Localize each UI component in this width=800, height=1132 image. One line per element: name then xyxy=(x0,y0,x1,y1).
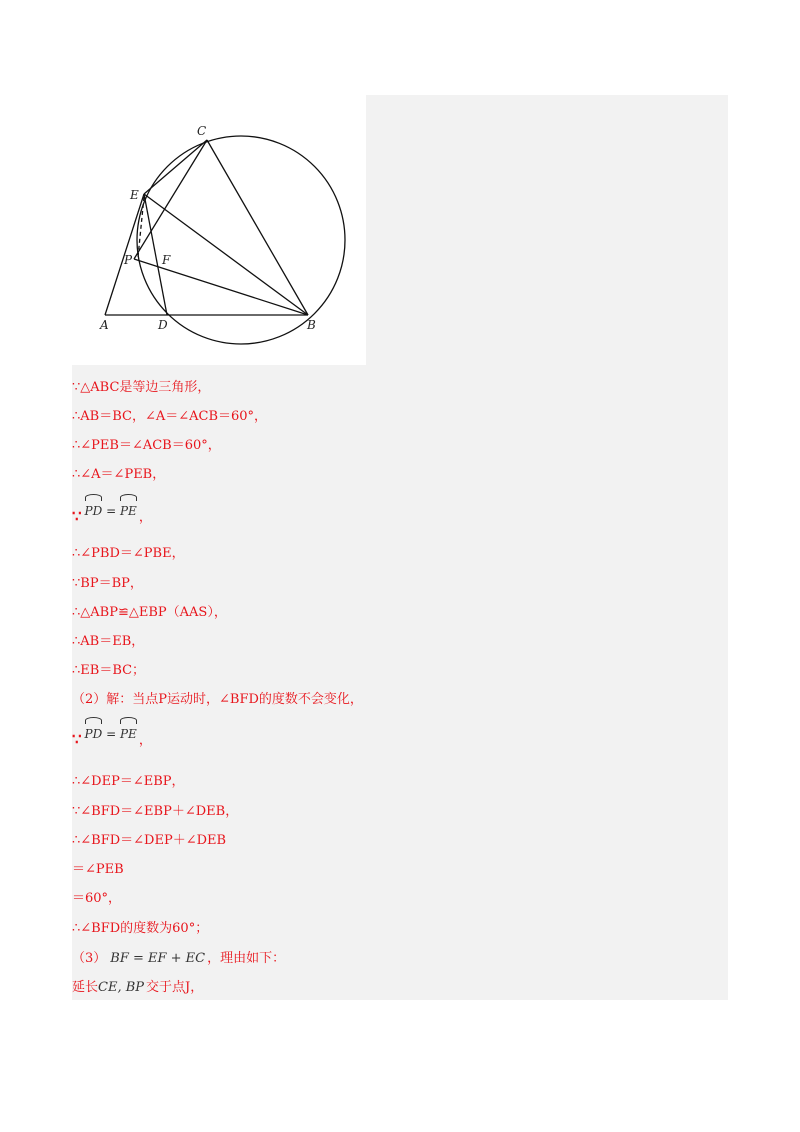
equals-sign: = xyxy=(106,504,117,518)
solution-line-arc-equation xyxy=(72,723,152,749)
solution-line: ∴△ABP≌△EBP（AAS）， xyxy=(72,605,227,620)
arc-pe: PE xyxy=(120,717,137,747)
because-symbol: ∵ xyxy=(72,507,81,525)
solution-line: ∵△ABC是等边三角形， xyxy=(72,380,211,395)
segment-ec xyxy=(144,140,207,194)
formula-ce-bp: CE, BP xyxy=(98,980,145,995)
because-symbol: ∵ xyxy=(72,730,81,748)
arc-pd: PD xyxy=(85,717,103,747)
solution-line: ∵BP＝BP， xyxy=(72,576,143,591)
solution-line-arc-equation xyxy=(72,500,152,526)
segment-cb xyxy=(207,140,308,315)
label-b: B xyxy=(307,318,316,332)
solution-line: ＝60°， xyxy=(72,891,122,906)
circle xyxy=(137,136,345,344)
reason-text: ，理由如下： xyxy=(207,951,286,966)
extend-text: 延长 xyxy=(72,980,99,995)
solution-line: ∴EB＝BC； xyxy=(72,663,146,678)
segment-pb xyxy=(134,259,308,315)
solution-line: ∴∠BFD的度数为60°； xyxy=(72,921,209,936)
solution-line: （2）解：当点P运动时，∠BFD的度数不会变化， xyxy=(72,692,363,707)
label-d: D xyxy=(158,318,168,332)
solution-line: ∴∠PBD＝∠PBE， xyxy=(72,546,185,561)
formula-bf-ef-ec: BF = EF + EC xyxy=(110,951,206,966)
solution-line: ∴AB＝BC，∠A＝∠ACB＝60°， xyxy=(72,409,268,424)
arc-equation xyxy=(85,717,137,747)
arc-pd: PD xyxy=(85,494,103,524)
intersect-text: 交于点J， xyxy=(146,980,204,995)
solution-line: ∴AB＝EB， xyxy=(72,634,145,649)
label-f: F xyxy=(162,253,171,267)
equals-sign: = xyxy=(106,727,117,741)
solution-line: ∴∠A＝∠PEB， xyxy=(72,467,166,482)
part-label: （3） xyxy=(72,951,107,966)
punctuation: ， xyxy=(138,733,152,748)
solution-line-part3 xyxy=(72,949,285,969)
label-e: E xyxy=(130,188,139,202)
geometry-figure xyxy=(72,95,366,365)
solution-line: ∴∠BFD＝∠DEP＋∠DEB xyxy=(72,833,227,848)
punctuation: ， xyxy=(138,510,152,525)
solution-line: ∵∠BFD＝∠EBP＋∠DEB， xyxy=(72,804,239,819)
solution-line-extend xyxy=(72,978,203,998)
circle-triangle-diagram xyxy=(72,95,366,365)
solution-line: ∴∠DEP＝∠EBP， xyxy=(72,774,185,789)
label-a: A xyxy=(100,318,109,332)
solution-line: ∴∠PEB＝∠ACB＝60°， xyxy=(72,438,221,453)
label-c: C xyxy=(197,124,207,138)
arc-equation xyxy=(85,494,137,524)
arc-pe: PE xyxy=(120,494,137,524)
solution-line: ＝∠PEB xyxy=(72,862,124,877)
label-p: P xyxy=(124,253,133,267)
